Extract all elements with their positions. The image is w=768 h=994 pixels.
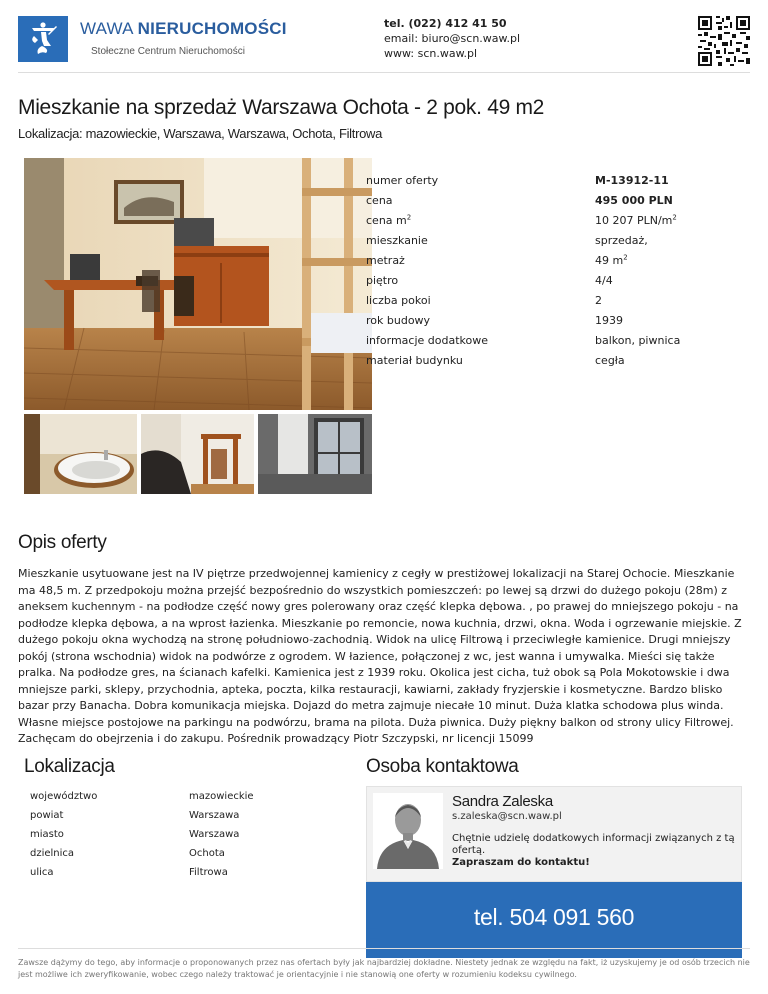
description-heading: Opis oferty — [18, 532, 107, 553]
detail-row: numer oferty M-13912-11 — [366, 174, 669, 187]
agency-email[interactable]: email: biuro@scn.waw.pl — [384, 32, 521, 45]
page-title: Mieszkanie na sprzedaż Warszawa Ochota - 2 pok. 49 m2 — [18, 96, 545, 119]
detail-row: rok budowy 1939 — [366, 314, 623, 327]
detail-row: cena $m^2$ 10 207 PLN/$m^2$ — [366, 213, 677, 227]
location-row: miasto Warszawa — [30, 829, 240, 840]
detail-row: informacje dodatkowe balkon, piwnica — [366, 334, 681, 347]
location-heading: Lokalizacja — [24, 756, 115, 777]
brand-subtitle: Stołeczne Centrum Nieruchomości — [91, 46, 245, 57]
location-row: dzielnica Ochota — [30, 848, 225, 859]
detail-row: cena 495 000 PLN — [366, 194, 673, 207]
qr-code-icon — [698, 16, 750, 66]
location-line: Lokalizacja: mazowieckie, Warszawa, Warszawa, Ochota, Filtrowa — [18, 126, 383, 141]
location-row: ulica Filtrowa — [30, 867, 228, 878]
page-header — [0, 0, 768, 72]
mermaid-logo-icon — [18, 16, 68, 62]
thumbnail-photo[interactable] — [258, 414, 372, 494]
detail-row: materiał budynku cegła — [366, 354, 625, 367]
detail-row: mieszkanie sprzedaż, — [366, 234, 648, 247]
contact-phone-button[interactable] — [366, 882, 742, 958]
contact-name: Sandra Zaleska — [452, 793, 553, 810]
location-row: powiat Warszawa — [30, 810, 240, 821]
description-text: Mieszkanie usytuowane jest na IV piętrze przedwojennej kamienicy z cegły w prestiżowej lokalizacji na Starej Ochocie. Mieszkanie ma 48,5 m. Z przedpokoju można przejść bezpośrednio do wszystkich pomieszczeń: po lewej są drzwi do dużego pokoju (28m) z aneksem kuchennym - na podłodze część nowy gres polerowany oraz część klepka dębowa. , po prawej do mniejszego pokoju - na podłodze klepka dębowa, a na wprost łazienka. Mieszkanie po remoncie, nowa kuchnia, drzwi, okna. Woda i ogrzewanie miejskie. Z dużego pokoju okna wychodzą na stronę południowo-zachodnią. Widok na ulicę Filtrową i przeciwległe kamienice. Drugi mniejszy pokój (strona wschodnia) widok na podwórze z ogrodem. W łazience, połączonej z wc, jest wanna i umywalka. Mieści się także pralka. Na podłodze gres, na ścianach kafelki. Kamienica jest z 1939 roku. Okolica jest cicha, tuż obok są Pola Mokotowskie i dwa mniejsze parki, sklepy, przychodnia, apteka, poczta, kilka restauracji, kawiarni, zakłady fryzjerskie i kosmetyczne. Bardzo blisko bazar przy Banacha. Dobra komunikacja miejska. Dojazd do metra zajmuje niecałe 10 minut. Duża klatka schodowa plus winda. Własne miejsce postojowe na parkingu na podwórzu, brama na pilota. Duża piwnica. Duży piękny balkon od strony ulicy Filtrowej. Zachęcam do obejrzenia i do zakupu. Pośrednik prowadzący Piotr Szczypski, nr licencji 15099 — [18, 567, 742, 745]
location-table — [30, 787, 352, 882]
location-row: województwo mazowieckie — [30, 791, 254, 802]
agency-contact — [384, 16, 520, 61]
contact-heading: Osoba kontaktowa — [366, 756, 519, 777]
thumbnail-photo[interactable] — [141, 414, 254, 494]
detail-row: piętro 4/4 — [366, 274, 613, 287]
thumbnail-photo[interactable] — [24, 414, 137, 494]
agency-website[interactable]: www: scn.waw.pl — [384, 47, 478, 60]
property-details — [366, 171, 750, 371]
brand-name: WAWA NIERUCHOMOŚCI — [80, 19, 287, 38]
detail-row: metraż 49 $m^2$ — [366, 253, 628, 267]
footer-divider — [18, 948, 750, 949]
detail-row: liczba pokoi 2 — [366, 294, 602, 307]
header-divider — [18, 72, 750, 73]
contact-message: Chętnie udzielę dodatkowych informacji związanych z tą ofertą. Zapraszam do kontaktu! — [452, 833, 735, 868]
person-silhouette-icon — [373, 793, 443, 869]
footer-disclaimer: Zawsze dążymy do tego, aby informacje o proponowanych przez nas ofertach były jak najbardziej dokładne. Niestety jednak ze względu na fakt, iż uzyskujemy je od osób trzecich nie jest możliwe ich zweryfikowanie, wobec czego należy traktować je orientacyjnie i nie stanowią one oferty w rozumieniu kodeksu cywilnego. — [18, 958, 750, 979]
contact-cta: Zapraszam do kontaktu! — [452, 857, 590, 868]
main-photo[interactable] — [24, 158, 372, 410]
contact-phone[interactable]: tel. 504 091 560 — [473, 904, 635, 930]
agency-phone[interactable]: tel. (022) 412 41 50 — [384, 17, 507, 30]
contact-card — [366, 786, 742, 882]
contact-email[interactable]: s.zaleska@scn.waw.pl — [452, 811, 562, 822]
